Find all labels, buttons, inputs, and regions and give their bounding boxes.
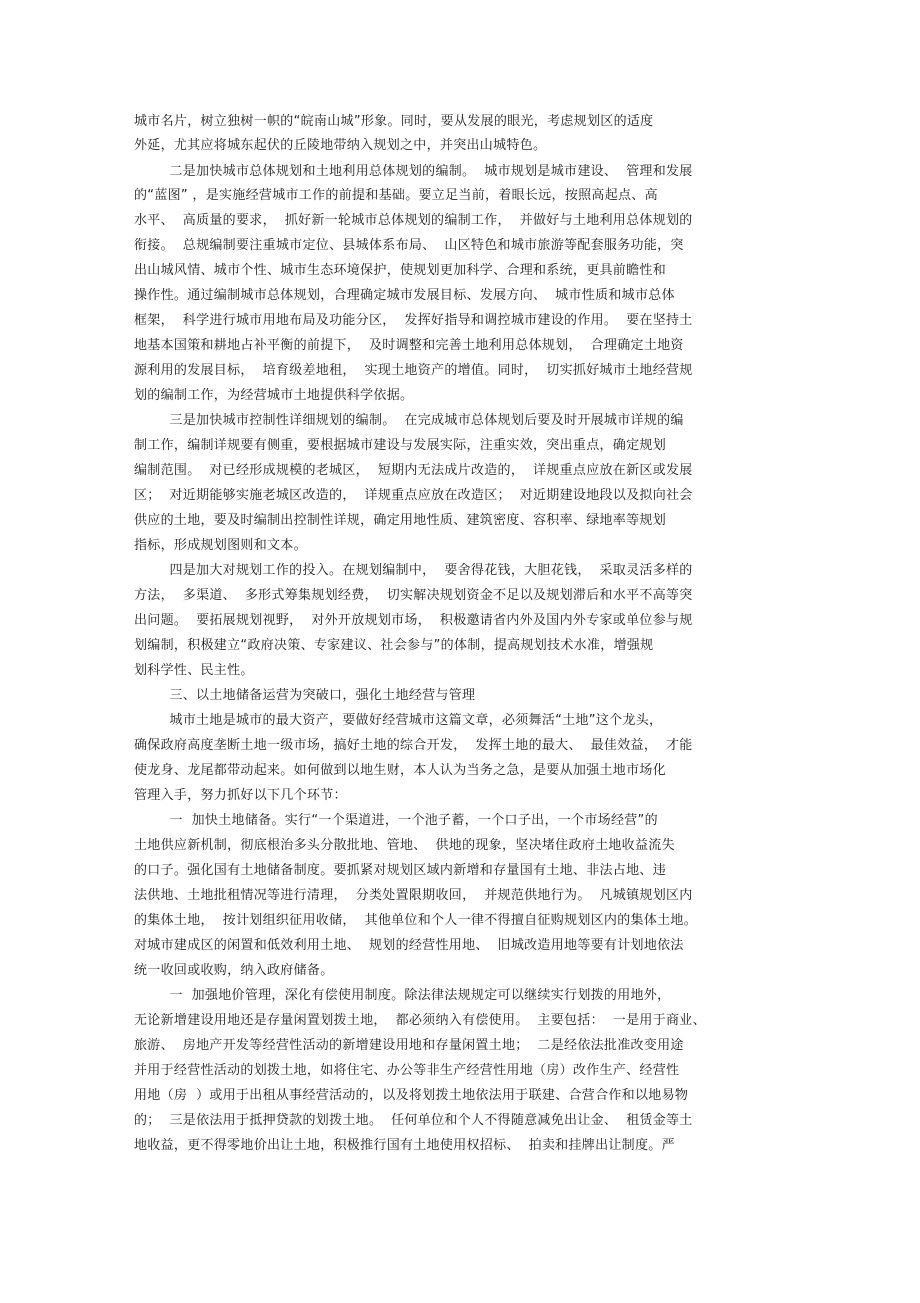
text-line: 指标，形成规划图则和文本。 — [134, 538, 307, 553]
text-line: 划科学性、民主性。 — [134, 663, 254, 678]
text-line: 旅游、 房地产开发等经营性活动的新增建设用地和存量闲置土地； 二是经依法批准改变用途 — [134, 1038, 684, 1053]
text-line: 土地供应新机制，彻底根治多头分散批地、管地、 供地的现象，坚决堵住政府土地收益流失 — [134, 838, 675, 853]
text-line: 三是加快城市控制性详细规划的编制。 在完成城市总体规划后要及时开展城市详规的编 — [134, 413, 684, 428]
text-line: 二是加快城市总体规划和土地利用总体规划的编制。 城市规划是城市建设、 管理和发展 — [134, 164, 693, 179]
text-line: 地基本国策和耕地占补平衡的前提下， 及时调整和完善土地利用总体规划， 合理确定土地资 — [134, 338, 684, 353]
text-line: 统一收回或收购，纳入政府储备。 — [134, 963, 334, 978]
text-line: 操作性。通过编制城市总体规划，合理确定城市发展目标、发展方向、 城市性质和城市总体 — [134, 288, 675, 303]
text-line: 法供地、土地批租情况等进行清理， 分类处置限期收回， 并规范供地行为。 凡城镇规划区内 — [134, 888, 693, 903]
text-line: 四是加大对规划工作的投入。在规划编制中， 要舍得花钱，大胆花钱， 采取灵活多样的 — [134, 563, 693, 578]
text-line: 的； 三是依法用于抵押贷款的划拨土地。 任何单位和个人不得随意减免出让金、 租赁金等土 — [134, 1113, 693, 1128]
text-line: 管理入手，努力抓好以下几个环节： — [134, 788, 347, 803]
section-heading: 三、以土地储备运营为突破口，强化土地经营与管理 — [134, 688, 476, 703]
text-line: 一 加快土地储备。实行“一个渠道进，一个池子蓄，一个口子出，一个市场经营”的 — [134, 813, 658, 828]
text-line: 源利用的发展目标， 培育级差地租， 实现土地资产的增值。同时， 切实抓好城市土地经营规 — [134, 363, 693, 378]
text-line: 衔接。 总规编制要注重城市定位、县城体系布局、 山区特色和城市旅游等配套服务功能，突 — [134, 238, 684, 253]
text-line: 城市名片，树立独树一帜的“皖南山城”形象。同时，要从发展的眼光，考虑规划区的适度 — [134, 114, 654, 129]
text-line: 框架， 科学进行城市用地布局及功能分区， 发挥好指导和调控城市建设的作用。 要在坚持土 — [134, 313, 693, 328]
text-line: 城市土地是城市的最大资产，要做好经营城市这篇文章，必须舞活“土地”这个龙头， — [134, 713, 663, 728]
text-line: 地收益，更不得零地价出让土地，积极推行国有土地使用权招标、 拍卖和挂牌出让制度。严 — [134, 1138, 675, 1153]
text-line: 制工作，编制详规要有侧重，要根据城市建设与发展实际，注重实效，突出重点，确定规划 — [134, 438, 667, 453]
text-line: 编制范围。 对已经形成规模的老城区， 短期内无法成片改造的， 详规重点应放在新区或发展 — [134, 463, 693, 478]
text-line: 并用于经营性活动的划拨土地，如将住宅、办公等非生产经营性用地（房）改作生产、经营性 — [134, 1063, 680, 1078]
text-line: 出问题。 要拓展规划视野， 对外开放规划市场， 积极邀请省内外及国内外专家或单位参与规 — [134, 613, 693, 628]
text-line: 划的编制工作，为经营城市土地提供科学依据。 — [134, 388, 414, 403]
text-line: 供应的土地，要及时编制出控制性详规，确定用地性质、建筑密度、容积率、绿地率等规划 — [134, 513, 667, 528]
text-line: 出山城风情、城市个性、城市生态环境保护，使规划更加科学、合理和系统，更具前瞻性和 — [134, 263, 667, 278]
text-line: 外延，尤其应将城东起伏的丘陵地带纳入规划之中，并突出山城特色。 — [134, 138, 547, 153]
text-line: 无论新增建设用地还是存量闲置划拨土地， 都必须纳入有偿使用。 主要包括： 一是用于商业、 — [134, 1013, 706, 1028]
text-line: 的集体土地， 按计划组织征用收储， 其他单位和个人一律不得擅自征购规划区内的集体土地。 — [134, 913, 698, 928]
text-line: 的口子。强化国有土地储备制度。要抓紧对规划区域内新增和存量国有土地、非法占地、违 — [134, 863, 667, 878]
text-line: 的“蓝图” ，是实施经营城市工作的前提和基础。要立足当前，着眼长远，按照高起点、高 — [134, 188, 658, 203]
text-line: 使龙身、龙尾都带动起来。如何做到以地生财，本人认为当务之急，是要从加强土地市场化 — [134, 763, 667, 778]
text-line: 区； 对近期能够实施老城区改造的， 详规重点应放在改造区； 对近期建设地段以及拟向社会 — [134, 488, 693, 503]
text-line: 一 加强地价管理，深化有偿使用制度。除法律法规规定可以继续实行划拨的用地外， — [134, 988, 671, 1003]
text-line: 对城市建成区的闲置和低效利用土地、 规划的经营性用地、 旧城改造用地等要有计划地依法 — [134, 938, 684, 953]
text-line: 划编制，积极建立“政府决策、专家建议、社会参与”的体制，提高规划技术水准，增强规 — [134, 638, 654, 653]
text-line: 方法， 多渠道、 多形式筹集规划经费， 切实解决规划资金不足以及规划滞后和水平不高等突 — [134, 588, 693, 603]
text-line: 用地（房 ）或用于出租从事经营活动的，以及将划拨土地依法用于联建、合营合作和以地易物 — [134, 1088, 689, 1103]
text-line: 水平、 高质量的要求， 抓好新一轮城市总体规划的编制工作， 并做好与土地利用总体规划的 — [134, 213, 693, 228]
text-line: 确保政府高度垄断土地一级市场，搞好土地的综合开发， 发挥土地的最大、 最佳效益， 才能 — [134, 738, 693, 753]
